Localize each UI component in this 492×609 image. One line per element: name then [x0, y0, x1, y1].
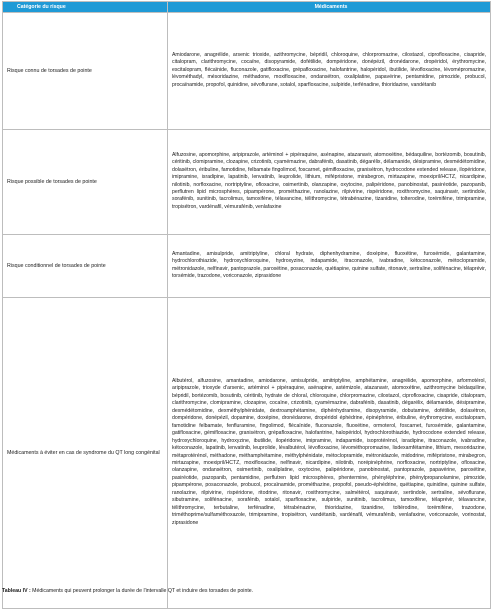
risk-category-cell: Risque connu de torsades de pointe [3, 13, 168, 130]
table-row [3, 235, 491, 298]
drug-list-cell: Amantadine, amisulpride, amitriptyline, chloral hydrate, diphenhydramine, doxépine, fluoxétine, furosémide, galantamine, hydrochlorothiazide, hydroxychloroquine, hydroxyzine, indapamide, itraconazole, ivabradine, kétoconazole, métoclopramide, métronidazole, nelfinavir, pantoprazole, paroxétine, posaconazole, quétiapine, quinine sulfate, ritonavir, sertraline, solifénacine, télaprévir, torsémide, trazodone, voriconazole, ziprasidone [168, 235, 491, 298]
risk-category-cell: Médicaments à éviter en cas de syndrome du QT long congénital [3, 298, 168, 609]
table-caption [2, 588, 253, 594]
header-category: Catégorie du risque [3, 2, 168, 13]
drug-list-cell: Albutérol, alfuzosine, amantadine, amiodarone, amisulpride, amitriptyline, amphétamine, anagrélide, apomorphine, arformotérol, aripiprazole, trioxyde d'arsenic, artéminol + pipéraquine, asénapine, astémizole, atazanavir, atomoxétine, azithromycine bédaquiline, bépridil, bortézomib, bosutinib, céritinib, hydrate de chloral, chloroquine, chlorpromazine, cilostazol, ciprofloxacine, cisapride, citalopram, clarithromycine, clomipramine, clozapine, cocaïne, crizotinib, cyamémazine, dabrafénib, dasatinib, dégarélix, délamanide, désipramine, dexmédétomidine, dexméthylphénidate, dextroamphétamine, diphénhydramine, disopyramide, dobutamine, dofétilide, dolasétron, dompéridone, donépézil, dopamine, doxépine, dronédarone, dropéridol éphédrine, épinéphrine, éribuline, érythromycine, escitalopram, famotidine felbamate, fenfluramine, fingolimod, flécaïnide, fluconazole, fluoxétine, ormoterol, foscarnet, furosémide, galantamine, gatifloxacine, gémifloxacine, granisétron, grépafloxacine, halofantrine, halopéridol, hydrochlorothiazide, hydrocodone extended release, hydroxychloroquine, hydroxyzine, ibutilide, ilopéridone, imipramine, indapamide, isoprotérénol, isradipine, itraconazole, ivabradine, kétoconazole, lapatinib, lenvatinib, leuprolide, lévalbutérol, lévofloxacine, lévométhopromazine, lisdexamfétamine, lithium, mesoridazine, métaprotérénol, méthadone, méthamphétamine, méthylphénidate, métoclopramide, métronidazole, midodrine, mifépristone, mirabegron, mirtazapine, moexipril/HCTZ, moxifloxacine, nelfinavir, nicardipine, nilotinib, norépinéphrine, norfloxacine, nortriptyline, ofloxacine, olanzapine, ondansétron, osimertinib, oxaliplatine, oxytocine, palipéridone, panobinostat, pantoprazole, papavérine, paroxétine, pasiréotide, pazopanib, pentamidine, perflutren lipid microsphères, phentermine, phényléphrine, phénylpropanolamine, pimozide, pipampérone, posaconazole, probucol, procaïnamide, prométhazine, propofol, pseudo-éphédrine, quétiapine, quinidine, quinine sulfate, ranolazine, rilpivirine, rispéridone, ritodrine, ritonavir, roxithromycine, salmétérol, saquinavir, sertindole, sertraline, sévoflurane, sibutramine, solifénacine, sorafénib, sotalol, sparfloxacine, sulpiride, sunitinib, tacrolimus, tamoxifène, télaprévir, télavancine, télithromycine, terbutaline, terfénadine, tétrabénazine, thioridazine, tizanidine, toltérodine, torémifène, trazodone, triméthoprime/sulfaméthoxazole, trimipramine, tropisétron, vandétanib, vardénafil, vémurafénib, venlafaxine, voriconazole, vorinostat, ziprasidone [168, 298, 491, 609]
drug-list-cell: Alfuzosine, apomorphine, aripiprazole, artéminol + pipéraquine, asénapine, atazanavir, atomoxétine, bédaquiline, bortézomib, bosutinib, céritinib, clomipramine, clozapine, crizotinib, cyamémazine, dabrafénib, dasatinib, dégarélix, délamanide, désipramine, dexmédétomidine, dolasétron, éribuline, famotidine, felbamate fingolimod, foscarnet, gémifloxacine, granisétron, hydrocodone extended release, ilopéridone, imipramine, isradipine, lapatinib, lenvatinib, leuprolide, lithium, mifépristone, mirabegron, mirtazapine, moexipril/HCTZ, nicardipine, nilotinib, norfloxacine, nortriptyline, ofloxacine, osimertinib, olanzapine, oxytocine, palipéridone, panobinostat, pasiréotide, pazopanib, perflutren lipid microsphères, pipampérone, prométhazine, ranolazine, rilpivirine, rispéridone, roxithromycine, saquinavir, sertindole, sorafénib, sunitinib, tacrolimus, tamoxifène, télavancine, télithromycine, tétrabénazine, tizanidine, tolterodine, torémifène, trimipramine, tropisétron, vardénafil, vémurafénib, venlafaxine [168, 130, 491, 235]
risk-category-cell: Risque possible de torsades de pointe [3, 130, 168, 235]
risk-category-cell: Risque conditionnel de torsades de pointe [3, 235, 168, 298]
table-row [3, 130, 491, 235]
table-row [3, 298, 491, 609]
table-row [3, 13, 491, 130]
caption-text: Médicaments qui peuvent prolonger la durée de l'intervalle QT et induire des torsades de pointe. [30, 588, 254, 594]
table-header-row [3, 2, 491, 13]
drug-risk-table [2, 1, 491, 609]
caption-label: Tableau IV : [2, 588, 31, 594]
header-drugs: Médicaments [168, 2, 491, 13]
drug-list-cell: Amiodarone, anagrélide, arsenic trioxide, azithromycine, bépridil, chloroquine, chlorpromazine, cilostazol, ciprofloxacine, cisapride, citalopram, clarithromycine, cocaïne, disopyramide, dofétilide, dompéridone, donépézil, dronédarone, dropéridol, érythromycine, escitalopram, flécaïnide, fluconazole, gatifloxacine, grépafloxacine, halofantrine, halopéridol, ibutilide, lévofloxacine, lévomépromazine, lévométhadyl, mésoridazine, méthadone, moxifloxacine, ondansétron, oxaliplatine, papavérine, pentamidine, pimozide, probucol, procaïnamide, propofol, quinidine, sévoflurane, sotalol, sparfloxacine, sulpiride, terfénadine, thioridazine, vandétanib [168, 13, 491, 130]
